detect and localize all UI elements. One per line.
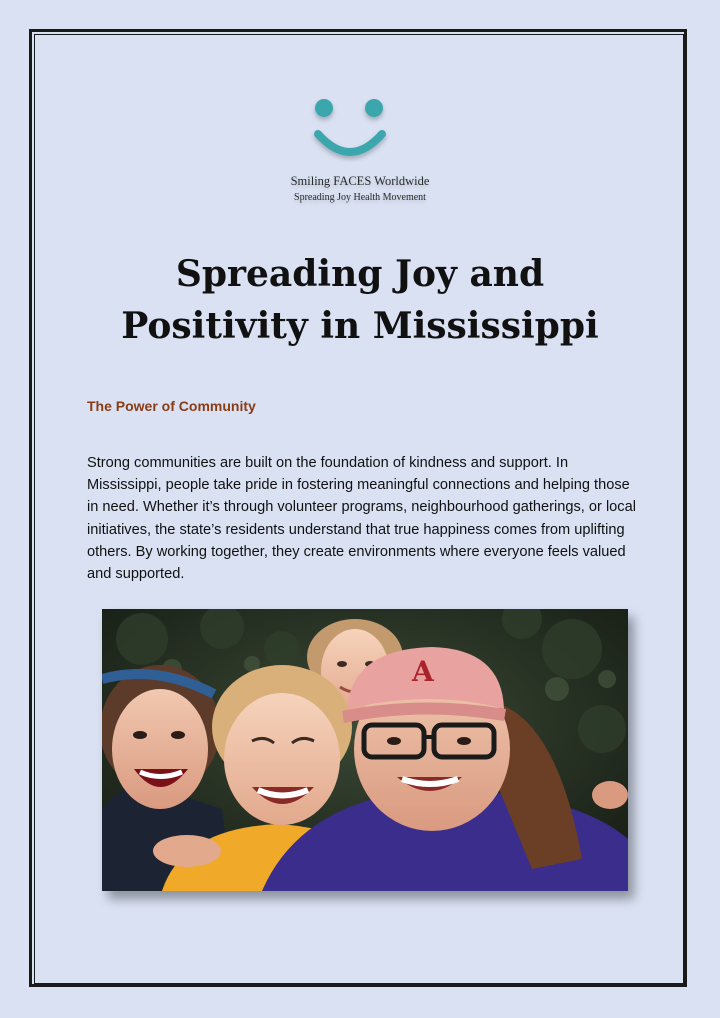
- section-body: Strong communities are built on the foundation of kindness and support. In Mississippi, people take pride in fostering meaningful connections and helping those in need. Whether it’s through volunteer programs, neighbourhood gatherings, or local initiatives, the state’s residents understand that true happiness comes from uplifting others. By working together, they create environments where everyone feels valued and supported.: [87, 455, 636, 583]
- section-heading: The Power of Community: [87, 398, 256, 414]
- logo: [260, 88, 460, 218]
- title-line-2: Positivity in Mississippi: [121, 305, 599, 347]
- group-photo: [102, 609, 628, 891]
- cap-letter: A: [412, 655, 434, 688]
- logo-name: Smiling FACES Worldwide: [290, 174, 430, 188]
- title-line-1: Spreading Joy and: [175, 253, 545, 295]
- logo-tagline: Spreading Joy Health Movement: [294, 192, 426, 203]
- smiley-face-icon: [310, 92, 390, 162]
- group-photo-icon: [102, 609, 628, 891]
- page-title: [60, 248, 660, 352]
